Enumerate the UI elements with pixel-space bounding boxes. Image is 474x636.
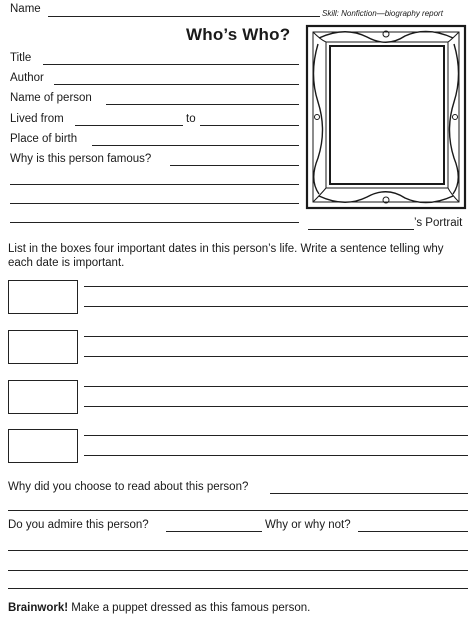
why-or-why-not-line-1[interactable] (358, 531, 468, 532)
date-4-line-1[interactable] (84, 435, 468, 436)
author-label: Author (10, 72, 44, 84)
date-1-line-1[interactable] (84, 286, 468, 287)
title-label: Title (10, 52, 32, 64)
dates-instructions: List in the boxes four important dates in this person’s life. Write a sentence telling why each date is important. (8, 243, 444, 269)
brainwork-label: Brainwork! (8, 602, 69, 614)
lived-to-line[interactable] (200, 125, 299, 126)
date-box-4[interactable] (8, 429, 78, 463)
why-or-why-not-label: Why or why not? (265, 519, 351, 531)
lived-from-label: Lived from (10, 113, 64, 125)
ornate-picture-frame-icon (305, 22, 467, 212)
birthplace-line[interactable] (92, 145, 299, 146)
date-2-line-2[interactable] (84, 356, 468, 357)
to-label: to (186, 113, 196, 125)
portrait-caption: ’s Portrait (414, 217, 463, 229)
name-label: Name (10, 3, 41, 15)
portrait-name-line[interactable] (308, 229, 414, 230)
why-read-line-2[interactable] (8, 510, 468, 511)
admire-question: Do you admire this person? (8, 519, 149, 531)
title-line[interactable] (43, 64, 299, 65)
why-or-why-not-line-3[interactable] (8, 570, 468, 571)
birthplace-label: Place of birth (10, 133, 78, 145)
why-read-line-1[interactable] (270, 493, 468, 494)
famous-line-1[interactable] (170, 165, 299, 166)
person-line[interactable] (106, 104, 299, 105)
why-read-question: Why did you choose to read about this person? (8, 481, 249, 493)
skill-label: Skill: Nonfiction—biography report (322, 9, 443, 18)
date-1-line-2[interactable] (84, 306, 468, 307)
date-4-line-2[interactable] (84, 455, 468, 456)
date-2-line-1[interactable] (84, 336, 468, 337)
famous-line-4[interactable] (10, 222, 299, 223)
brainwork-note (8, 602, 310, 614)
famous-line-2[interactable] (10, 184, 299, 185)
name-line[interactable] (48, 16, 320, 17)
date-box-3[interactable] (8, 380, 78, 414)
famous-line-3[interactable] (10, 203, 299, 204)
lived-from-line[interactable] (75, 125, 183, 126)
brainwork-text: Make a puppet dressed as this famous person. (68, 602, 311, 614)
admire-line[interactable] (166, 531, 262, 532)
page-title: Who’s Who? (186, 25, 291, 44)
why-or-why-not-line-2[interactable] (8, 550, 468, 551)
date-box-2[interactable] (8, 330, 78, 364)
date-3-line-2[interactable] (84, 406, 468, 407)
author-line[interactable] (54, 84, 299, 85)
date-box-1[interactable] (8, 280, 78, 314)
person-label: Name of person (10, 92, 92, 104)
famous-label: Why is this person famous? (10, 153, 152, 165)
date-3-line-1[interactable] (84, 386, 468, 387)
why-or-why-not-line-4[interactable] (8, 588, 468, 589)
